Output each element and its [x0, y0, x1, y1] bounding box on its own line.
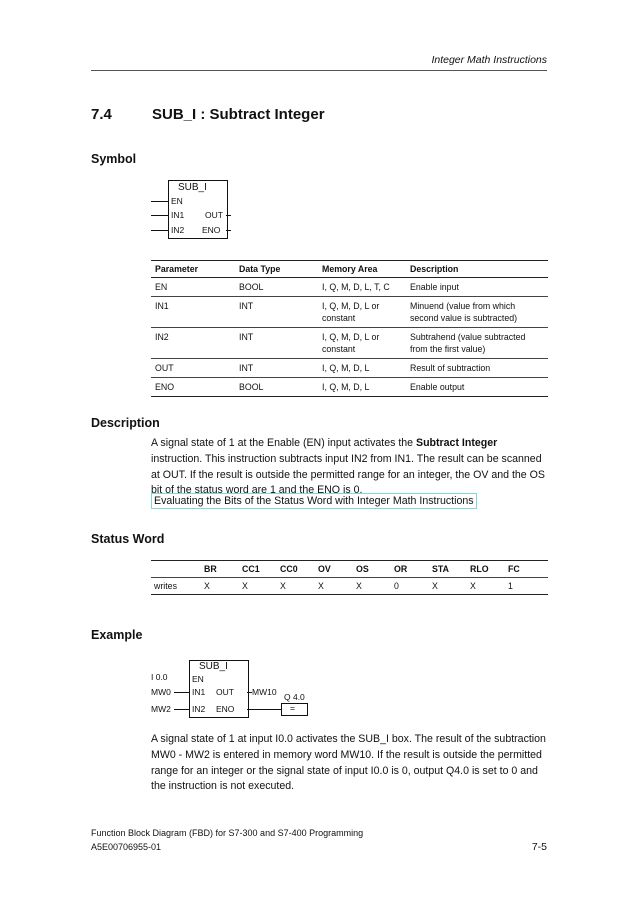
- col-header: [151, 561, 201, 578]
- cell: EN: [151, 278, 235, 297]
- cell: X: [353, 578, 391, 595]
- col-header: Data Type: [235, 261, 318, 278]
- description-part1: A signal state of 1 at the Enable (EN) input activates the: [151, 437, 416, 449]
- pin-in2: IN2: [192, 704, 206, 714]
- symbol-heading: Symbol: [91, 152, 137, 166]
- pin-eno: ENO: [202, 225, 221, 235]
- cell: X: [201, 578, 239, 595]
- pin-eno: ENO: [216, 704, 235, 714]
- box-title: SUB_I: [178, 182, 207, 193]
- wire-eno: [247, 709, 281, 710]
- table-row: [151, 578, 548, 595]
- cell: 0: [391, 578, 429, 595]
- col-header: CC0: [277, 561, 315, 578]
- pin-en: EN: [192, 674, 204, 684]
- example-heading: Example: [91, 628, 143, 642]
- status-word-table: [151, 560, 548, 595]
- example-text: A signal state of 1 at input I0.0 activates the SUB_I box. The result of the subtraction MW0 - MW2 is entered in memory word MW10. If the result is outside the permitted range for an integer or the signal state of input I0.0 is 0, output Q4.0 is set to 0 and the instruction is not executed.: [151, 733, 546, 793]
- status-word-link[interactable]: Evaluating the Bits of the Status Word with Integer Math Instructions: [151, 493, 477, 509]
- output-out-label: MW10: [252, 687, 277, 697]
- col-header: Memory Area: [318, 261, 406, 278]
- table-row: [151, 359, 548, 378]
- cell: X: [239, 578, 277, 595]
- wire-eno: [226, 230, 231, 231]
- cell: BOOL: [235, 378, 318, 397]
- cell: I, Q, M, D, L: [318, 378, 406, 397]
- section-title: SUB_I : Subtract Integer: [152, 106, 325, 123]
- input-en-label: I 0.0: [151, 672, 168, 682]
- cell: IN1: [151, 297, 235, 328]
- wire-out: [226, 215, 231, 216]
- page-number: 7-5: [531, 841, 547, 853]
- status-word-heading: Status Word: [91, 532, 165, 546]
- col-header: OR: [391, 561, 429, 578]
- wire-in1: [174, 692, 189, 693]
- description-text: [151, 436, 551, 499]
- footer-title: Function Block Diagram (FBD) for S7-300 and S7-400 Programming: [91, 828, 364, 838]
- coil-label: Q 4.0: [284, 692, 305, 702]
- cell: writes: [151, 578, 201, 595]
- table-row: [151, 278, 548, 297]
- box-title: SUB_I: [199, 661, 228, 672]
- col-header: OV: [315, 561, 353, 578]
- cell: Enable input: [406, 278, 548, 297]
- example-diagram: [150, 659, 315, 719]
- symbol-diagram: [151, 180, 231, 238]
- col-header: BR: [201, 561, 239, 578]
- cell: Result of subtraction: [406, 359, 548, 378]
- wire-in2: [151, 230, 168, 231]
- cell: ENO: [151, 378, 235, 397]
- col-header: FC: [505, 561, 548, 578]
- pin-out: OUT: [205, 210, 223, 220]
- pin-in1: IN1: [192, 687, 206, 697]
- cell: Enable output: [406, 378, 548, 397]
- coil-symbol: =: [290, 703, 295, 713]
- cell: 1: [505, 578, 548, 595]
- cell: INT: [235, 328, 318, 359]
- header-rule: [91, 70, 547, 71]
- pin-in1: IN1: [171, 210, 185, 220]
- cell: I, Q, M, D, L or constant: [318, 328, 406, 359]
- running-header: Integer Math Instructions: [431, 54, 547, 66]
- wire-in2: [174, 709, 189, 710]
- cell: I, Q, M, D, L, T, C: [318, 278, 406, 297]
- cell: BOOL: [235, 278, 318, 297]
- table-row: [151, 328, 548, 359]
- input-in2-label: MW2: [151, 704, 171, 714]
- cell: INT: [235, 359, 318, 378]
- wire-en: [151, 201, 168, 202]
- section-number: 7.4: [91, 106, 112, 123]
- table-header-row: [151, 561, 548, 578]
- table-row: [151, 297, 548, 328]
- description-part2: instruction. This instruction subtracts input IN2 from IN1. The result can be scanned at OUT. If the result is outside the permitted range for an integer, the OV and the OS bit of the status word are 1 and the ENO is 0.: [151, 452, 545, 497]
- col-header: STA: [429, 561, 467, 578]
- parameter-table: [151, 260, 548, 397]
- pin-en: EN: [171, 196, 183, 206]
- cell: X: [467, 578, 505, 595]
- input-in1-label: MW0: [151, 687, 171, 697]
- cell: I, Q, M, D, L: [318, 359, 406, 378]
- cell: I, Q, M, D, L or constant: [318, 297, 406, 328]
- cell: X: [315, 578, 353, 595]
- col-header: OS: [353, 561, 391, 578]
- cell: X: [277, 578, 315, 595]
- pin-in2: IN2: [171, 225, 185, 235]
- description-heading: Description: [91, 416, 160, 430]
- table-header-row: [151, 261, 548, 278]
- col-header: RLO: [467, 561, 505, 578]
- cell: INT: [235, 297, 318, 328]
- pin-out: OUT: [216, 687, 234, 697]
- cell: Minuend (value from which second value is subtracted): [406, 297, 548, 328]
- col-header: Parameter: [151, 261, 235, 278]
- cell: X: [429, 578, 467, 595]
- description-bold: Subtract Integer: [416, 437, 498, 449]
- cell: IN2: [151, 328, 235, 359]
- table-row: [151, 378, 548, 397]
- col-header: Description: [406, 261, 548, 278]
- cell: Subtrahend (value subtracted from the first value): [406, 328, 548, 359]
- col-header: CC1: [239, 561, 277, 578]
- wire-in1: [151, 215, 168, 216]
- cell: OUT: [151, 359, 235, 378]
- footer-doc-number: A5E00706955-01: [91, 842, 162, 852]
